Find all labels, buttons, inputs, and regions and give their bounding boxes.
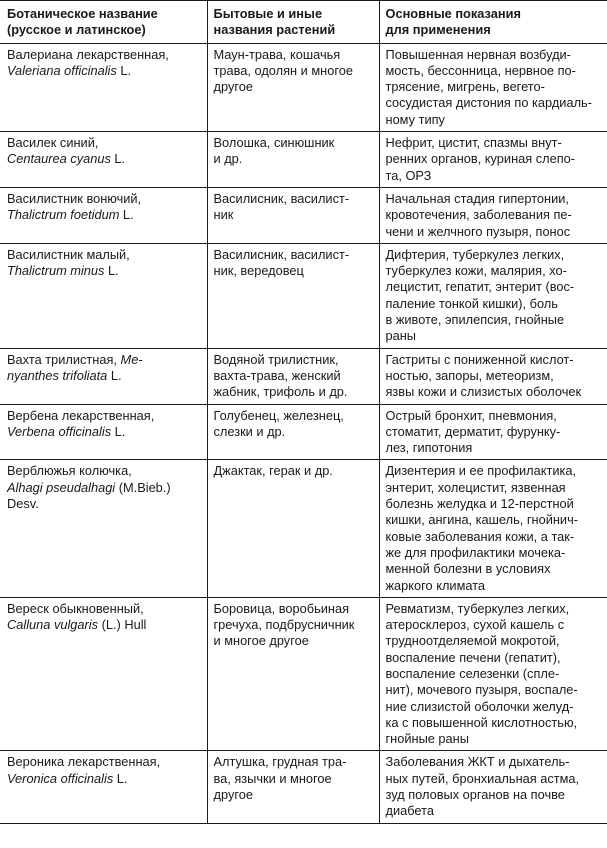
indications-line: гнойные раны [385, 731, 469, 747]
common-names-line: и др. [213, 151, 243, 167]
header-row [0, 1, 607, 44]
header-text: названия растений [213, 22, 336, 38]
indications-line: язвы кожи и слизистых оболочек [385, 384, 582, 400]
author-abbrev: L. [107, 367, 122, 383]
table-row [0, 597, 607, 751]
common-names-line: другое [213, 787, 253, 803]
indications-line: энтерит, холецистит, язвенная [385, 479, 566, 495]
russian-name: Вероника лекарственная, [7, 754, 161, 770]
indications-line: туберкулез кожи, малярия, хо- [385, 263, 567, 279]
cell-common-names [207, 187, 379, 243]
indications-line: диабета [385, 803, 434, 819]
latin-name: Thalictrum foetidum [7, 207, 120, 223]
latin-name: Thalictrum minus [7, 263, 105, 279]
cell-common-names [207, 243, 379, 348]
latin-name: Valeriana officinalis [7, 62, 117, 78]
latin-name-line [7, 263, 207, 279]
author-abbrev: L. [110, 151, 126, 167]
common-names-line: ва, язычки и многое [213, 770, 332, 786]
indications-line: лецистит, гепатит, энтерит (вос- [385, 279, 575, 295]
common-names-line: Василисник, василист- [213, 246, 350, 262]
common-names-line: Боровица, воробьиная [213, 600, 350, 616]
cell-indications [379, 348, 607, 404]
indications-line: ка с повышенной кислотностью, [385, 714, 578, 730]
indications-line: воспаление селезенки (спле- [385, 665, 560, 681]
table-body [0, 43, 607, 823]
indications-line: Начальная стадия гипертонии, [385, 190, 569, 206]
indications-line: ковые заболевания кожи, а так- [385, 528, 575, 544]
indications-line: болезнь желудка и 12-перстной [385, 496, 574, 512]
table-row [0, 460, 607, 597]
indications-line: зуд половых органов на почве [385, 787, 565, 803]
common-names-line: другое [213, 79, 253, 95]
header-botanical-name [0, 1, 207, 44]
indications-line: же для профилактики мочека- [385, 544, 566, 560]
indications-line: стоматит, дерматит, фурунку- [385, 423, 561, 439]
latin-name-line [7, 368, 207, 384]
latin-name-line [7, 63, 207, 79]
latin-name-line [7, 617, 207, 633]
author-abbrev: L. [111, 423, 126, 439]
header-indications [379, 1, 607, 44]
cell-indications [379, 404, 607, 460]
common-names-line: Волошка, синюшник [213, 135, 335, 151]
latin-name-line [7, 480, 207, 496]
cell-botanical-name [0, 43, 207, 131]
common-names-line: Маун-трава, кошачья [213, 46, 341, 62]
header-common-names [207, 1, 379, 44]
russian-name: Вереск обыкновенный, [7, 600, 144, 616]
russian-name: Василек синий, [7, 135, 99, 151]
header-text: Основные показания [385, 6, 521, 21]
indications-line: жаркого климата [385, 577, 486, 593]
cell-botanical-name [0, 751, 207, 823]
indications-line: Острый бронхит, пневмония, [385, 407, 557, 423]
cell-common-names [207, 132, 379, 188]
common-names-line: ник [213, 207, 234, 223]
author-abbrev: (L.) Hull [98, 617, 147, 633]
cell-common-names [207, 404, 379, 460]
cell-indications [379, 460, 607, 597]
indications-line: воспаление печени (гепатит), [385, 649, 561, 665]
latin-name: Alhagi pseudalhagi [7, 479, 116, 495]
indications-line: ренних органов, куриная слепо- [385, 151, 576, 167]
latin-name-prefix: Me- [120, 351, 143, 367]
common-names-line: трава, одолян и многое [213, 62, 353, 78]
header-text: Бытовые и иные [213, 6, 323, 21]
indications-line: в животе, эпилепсия, гнойные [385, 312, 565, 328]
common-names-line: Водяной трилистник, [213, 351, 339, 367]
indications-line: трудноотделяемой мокротой, [385, 633, 560, 649]
indications-line: атеросклероз, сухой кашель с [385, 617, 565, 633]
indications-line: мость, бессонница, нервное по- [385, 62, 576, 78]
indications-line: менной болезни в условиях [385, 561, 551, 577]
russian-name: Верблюжья колючка, [7, 463, 132, 479]
indications-line: Гастриты с пониженной кислот- [385, 351, 574, 367]
cell-indications [379, 243, 607, 348]
common-names-line: Алтушка, грудная тра- [213, 754, 347, 770]
latin-name-line [7, 771, 207, 787]
table-header [0, 1, 607, 44]
cell-indications [379, 43, 607, 131]
common-names-line: Василисник, василист- [213, 190, 350, 206]
indications-line: ному типу [385, 111, 445, 127]
indications-line: ностью, запоры, метеоризм, [385, 367, 554, 383]
cell-indications [379, 597, 607, 751]
table-row [0, 43, 607, 131]
author-abbrev: L. [113, 770, 128, 786]
indications-line: Дифтерия, туберкулез легких, [385, 246, 565, 262]
indications-line: кровотечения, заболевания пе- [385, 207, 572, 223]
header-text: для применения [385, 22, 491, 38]
table-row [0, 187, 607, 243]
indications-line: Заболевания ЖКТ и дыхатель- [385, 754, 570, 770]
indications-line: та, ОРЗ [385, 167, 432, 183]
table-row [0, 348, 607, 404]
table-row [0, 132, 607, 188]
russian-name: Валериана лекарственная, [7, 46, 169, 62]
indications-line: лез, гипотония [385, 440, 473, 456]
name-first-line [7, 352, 207, 368]
header-text: (русское и латинское) [7, 22, 146, 38]
common-names-line: и многое другое [213, 633, 309, 649]
russian-name: Вахта трилистная, [7, 351, 117, 367]
indications-line: Нефрит, цистит, спазмы внут- [385, 135, 562, 151]
latin-name-line [7, 207, 207, 223]
common-names-line: гречуха, подбрусничник [213, 617, 355, 633]
cell-botanical-name [0, 348, 207, 404]
indications-line: паление тонкой кишки), боль [385, 295, 558, 311]
latin-name: Verbena officinalis [7, 423, 112, 439]
common-names-line: Голубенец, железнец, [213, 407, 344, 423]
latin-name: nyanthes trifoliata [7, 367, 108, 383]
cell-botanical-name [0, 460, 207, 597]
table-row [0, 243, 607, 348]
author-abbrev: (M.Bieb.) [115, 479, 171, 495]
cell-common-names [207, 348, 379, 404]
table-row [0, 404, 607, 460]
common-names-line: жабник, трифоль и др. [213, 384, 348, 400]
indications-line: сосудистая дистония по кардиаль- [385, 95, 592, 111]
cell-botanical-name [0, 597, 207, 751]
russian-name: Василистник малый, [7, 246, 130, 262]
indications-line: ние слизистой оболочки желуд- [385, 698, 574, 714]
indications-line: нит), мочевого пузыря, воспале- [385, 682, 578, 698]
table-row [0, 751, 607, 823]
indications-line: трясение, мигрень, вегето- [385, 79, 545, 95]
russian-name: Вербена лекарственная, [7, 407, 155, 423]
common-names-line: ник, вередовец [213, 263, 304, 279]
cell-common-names [207, 597, 379, 751]
cell-indications [379, 132, 607, 188]
indications-line: Дизентерия и ее профилактика, [385, 463, 577, 479]
latin-name: Calluna vulgaris [7, 617, 99, 633]
cell-common-names [207, 460, 379, 597]
cell-indications [379, 751, 607, 823]
indications-line: Повышенная нервная возбуди- [385, 46, 571, 62]
cell-botanical-name [0, 243, 207, 348]
indications-line: чени и желчного пузыря, понос [385, 223, 571, 239]
author-abbrev: L. [116, 62, 132, 78]
author-abbrev-continued: Desv. [7, 496, 39, 512]
author-abbrev: L. [119, 207, 134, 223]
indications-line: ных путей, бронхиальная астма, [385, 770, 580, 786]
cell-botanical-name [0, 187, 207, 243]
cell-botanical-name [0, 132, 207, 188]
latin-name-line [7, 151, 207, 167]
latin-name-line [7, 424, 207, 440]
latin-name: Centaurea cyanus [7, 151, 111, 167]
indications-line: кишки, ангина, кашель, гнойнич- [385, 512, 579, 528]
cell-common-names [207, 43, 379, 131]
indications-line: Ревматизм, туберкулез легких, [385, 600, 570, 616]
cell-common-names [207, 751, 379, 823]
common-names-line: Джактак, герак и др. [213, 463, 333, 479]
author-abbrev: L. [104, 263, 119, 279]
header-text: Ботаническое название [7, 6, 158, 21]
latin-name: Veronica officinalis [7, 770, 114, 786]
russian-name: Василистник вонючий, [7, 190, 142, 206]
cell-botanical-name [0, 404, 207, 460]
common-names-line: слезки и др. [213, 423, 286, 439]
common-names-line: вахта-трава, женский [213, 367, 341, 383]
cell-indications [379, 187, 607, 243]
indications-line: раны [385, 328, 416, 344]
